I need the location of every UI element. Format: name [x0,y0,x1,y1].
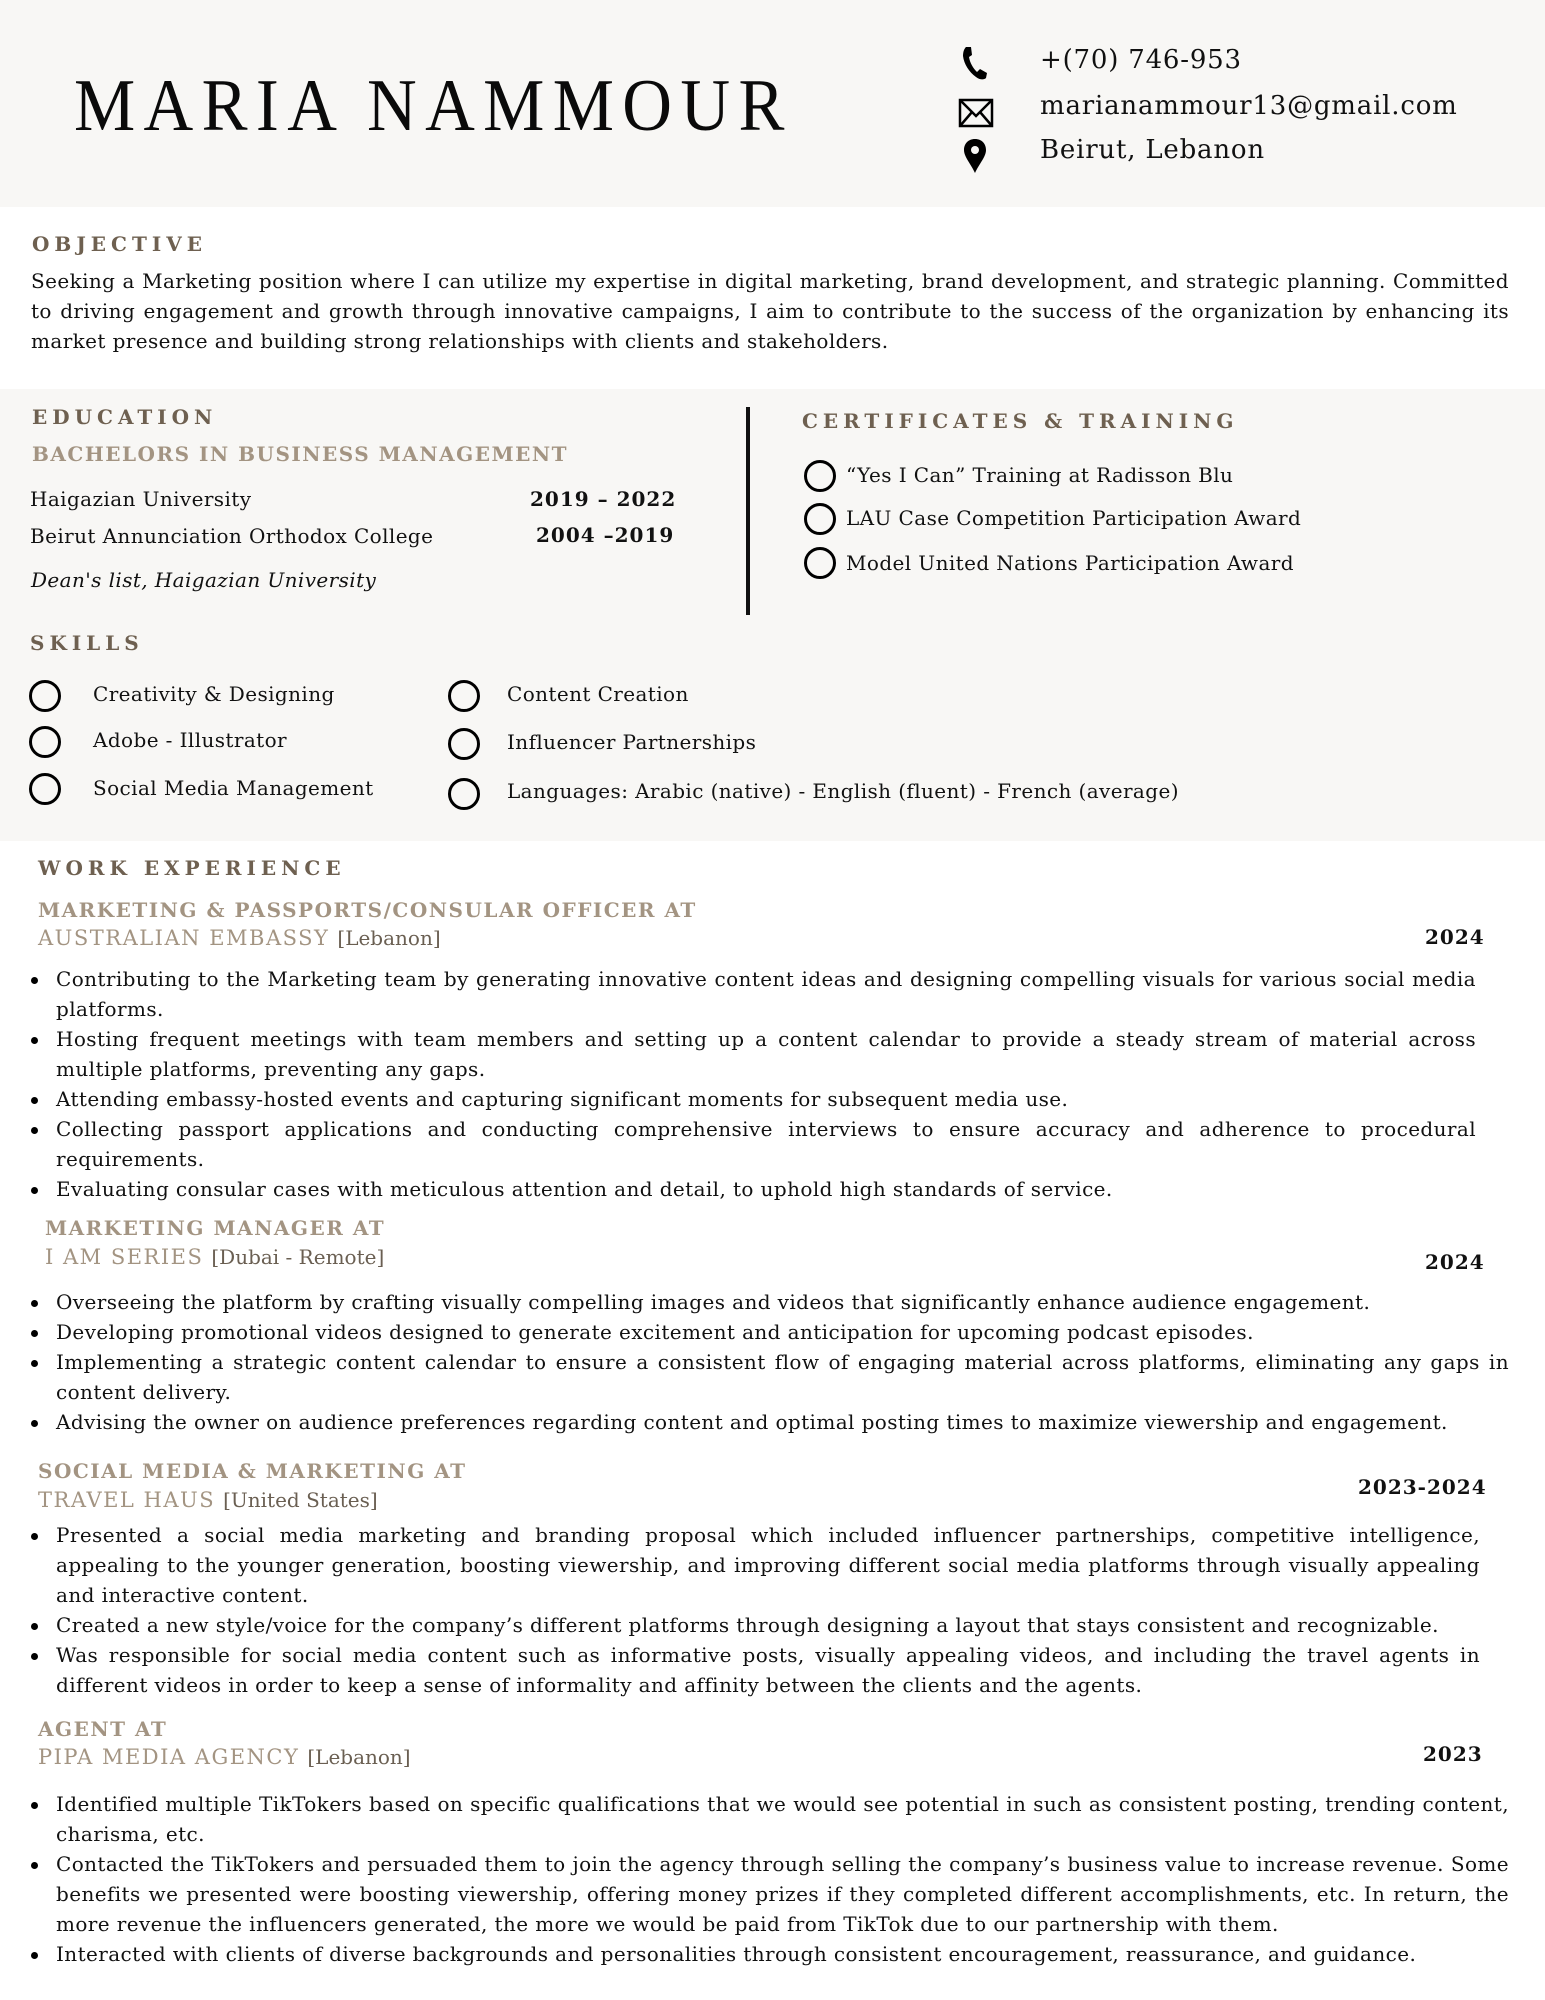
list-item: Attending embassy-hosted events and capturing significant moments for subsequent media use. [29,1084,1476,1114]
work-title: WORK EXPERIENCE [38,856,346,880]
skill-item: Adobe - Illustrator [93,728,287,752]
education-years-1: 2019 – 2022 [530,487,677,511]
list-item: Advising the owner on audience preferences regarding content and optimal posting times to maximize viewership and engagement. [29,1407,1509,1437]
skills-title: SKILLS [30,631,144,655]
job-year: 2024 [1425,1250,1485,1274]
location-pin-icon [962,138,988,174]
job-role: SOCIAL MEDIA & MARKETING AT [38,1459,467,1483]
skill-item: Social Media Management [93,776,374,800]
job-bullets [29,964,1476,1204]
job-company [45,1245,384,1269]
skill-item: Influencer Partnerships [507,730,757,754]
job-year: 2023-2024 [1358,1475,1487,1499]
job-company-name: I AM SERIES [45,1245,204,1269]
education-title: EDUCATION [32,405,218,429]
job-company-name: PIPA MEDIA AGENCY [38,1745,300,1769]
education-degree: BACHELORS IN BUSINESS MANAGEMENT [32,442,568,466]
list-item: Collecting passport applications and conducting comprehensive interviews to ensure accuracy and adherence to procedural requirements. [29,1114,1476,1174]
objective-text: Seeking a Marketing position where I can utilize my expertise in digital marketing, brand development, and strategic planning. Committed to driving engagement and growth through innovative campaigns, I aim to contribute to the success of the organization by enhancing its market presence and building strong relationships with clients and stakeholders. [31,269,1509,353]
phone-icon [960,45,990,81]
job-location: [United States] [223,1488,378,1512]
job-year: 2023 [1423,1742,1483,1766]
list-item: Presented a social media marketing and branding proposal which included influencer partnerships, competitive intelligence, appealing to the younger generation, boosting viewership, and improving different social media platforms through visually appealing and interactive content. [29,1520,1480,1610]
certificate-item: Model United Nations Participation Award [846,551,1294,575]
job-bullets [29,1287,1509,1437]
job-role: AGENT AT [38,1717,168,1741]
job-bullets [29,1520,1480,1700]
job-bullets [29,1789,1509,1969]
list-item: Overseeing the platform by crafting visually compelling images and videos that significantly enhance audience engagement. [29,1287,1509,1317]
circle-bullet-icon [29,773,61,805]
circle-bullet-icon [29,726,61,758]
job-location: [Lebanon] [307,1745,411,1769]
job-company-name: AUSTRALIAN EMBASSY [38,926,330,950]
circle-bullet-icon [29,680,61,712]
job-company-name: TRAVEL HAUS [38,1488,216,1512]
list-item: Implementing a strategic content calendar to ensure a consistent flow of engaging material across platforms, eliminating any gaps in content delivery. [29,1347,1509,1407]
job-role: MARKETING MANAGER AT [45,1216,386,1240]
list-item: Hosting frequent meetings with team members and setting up a content calendar to provide a steady stream of material across multiple platforms, preventing any gaps. [29,1024,1476,1084]
contact-phone[interactable]: +(70) 746-953 [1040,45,1242,75]
contact-email[interactable]: marianammour13@gmail.com [1040,91,1458,121]
skill-item: Languages: Arabic (native) - English (fluent) - French (average) [507,779,1179,803]
circle-bullet-icon [448,728,480,760]
education-school-2: Beirut Annunciation Orthodox College [30,524,434,548]
list-item: Evaluating consular cases with meticulous attention and detail, to uphold high standards of service. [29,1174,1476,1204]
contact-location: Beirut, Lebanon [1040,135,1265,165]
education-honor: Dean's list, Haigazian University [31,568,377,592]
circle-bullet-icon [804,460,836,492]
job-year: 2024 [1425,925,1485,949]
list-item: Created a new style/voice for the company’s different platforms through designing a layout that stays consistent and recognizable. [29,1610,1480,1640]
circle-bullet-icon [448,778,480,810]
list-item: Identified multiple TikTokers based on specific qualifications that we would see potential in such as consistent posting, trending content, charisma, etc. [29,1789,1509,1849]
job-role: MARKETING & PASSPORTS/CONSULAR OFFICER AT [38,898,697,922]
list-item: Contributing to the Marketing team by generating innovative content ideas and designing compelling visuals for various social media platforms. [29,964,1476,1024]
list-item: Developing promotional videos designed to generate excitement and anticipation for upcoming podcast episodes. [29,1317,1509,1347]
certificate-item: LAU Case Competition Participation Award [846,506,1302,530]
job-location: [Dubai - Remote] [211,1245,385,1269]
circle-bullet-icon [804,547,836,579]
list-item: Was responsible for social media content such as informative posts, visually appealing videos, and including the travel agents in different videos in order to keep a sense of informality and affinity between the clients and the agents. [29,1640,1480,1700]
column-divider [746,407,750,615]
job-company [38,1488,378,1512]
education-school-1: Haigazian University [30,487,252,511]
skill-item: Content Creation [507,682,689,706]
certificate-item: “Yes I Can” Training at Radisson Blu [846,463,1234,487]
list-item: Interacted with clients of diverse backgrounds and personalities through consistent encouragement, reassurance, and guidance. [29,1939,1509,1969]
candidate-name: MARIA NAMMOUR [74,65,793,147]
education-years-2: 2004 –2019 [536,523,675,547]
job-company [38,1745,411,1769]
list-item: Contacted the TikTokers and persuaded them to join the agency through selling the company’s business value to increase revenue. Some benefits we presented were boosting viewership, offering money prizes if they completed different accomplishments, etc. In return, the more revenue the influencers generated, the more we would be paid from TikTok due to our partnership with them. [29,1849,1509,1939]
circle-bullet-icon [804,503,836,535]
circle-bullet-icon [448,680,480,712]
job-company [38,926,441,950]
skill-item: Creativity & Designing [93,682,335,706]
certificates-title: CERTIFICATES & TRAINING [802,409,1239,433]
objective-title: OBJECTIVE [32,232,207,256]
envelope-icon [958,98,994,128]
job-location: [Lebanon] [337,926,441,950]
